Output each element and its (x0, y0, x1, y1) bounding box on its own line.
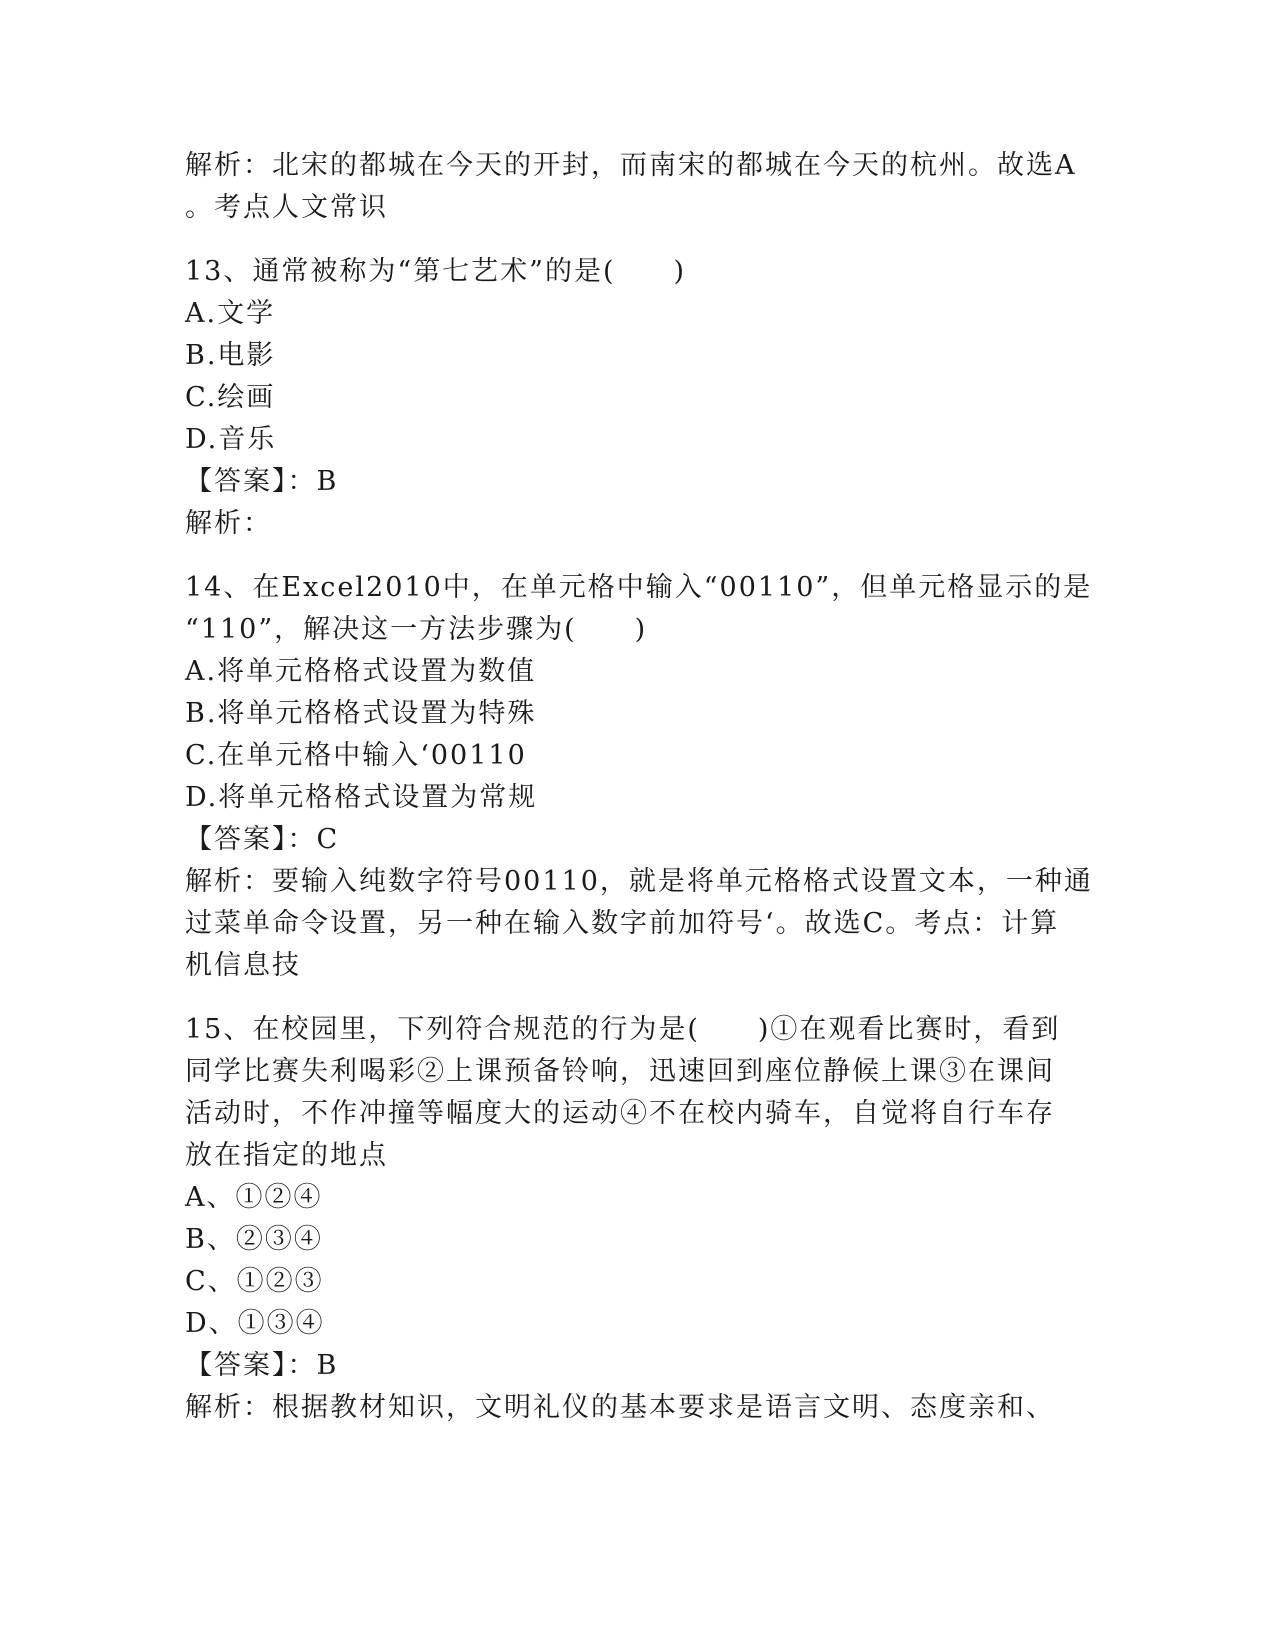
option-d: D、①③④ (185, 1308, 325, 1339)
answer-line: 【答案】：B (185, 466, 339, 497)
question-stem: 放在指定的地点 (185, 1140, 388, 1171)
question-stem: 同学比赛失利喝彩②上课预备铃响，迅速回到座位静候上课③在课间 (185, 1056, 1055, 1087)
answer-line: 【答案】：B (185, 1350, 339, 1381)
option-c: C.在单元格中输入‘00110 (185, 740, 527, 771)
analysis-block-12 (185, 145, 1085, 229)
analysis-line: 解析：根据教材知识，文明礼仪的基本要求是语言文明、态度亲和、 (185, 1392, 1055, 1423)
option-a: A.文学 (185, 298, 276, 329)
option-b: B、②③④ (185, 1224, 323, 1255)
option-b: B.将单元格格式设置为特殊 (185, 698, 537, 729)
option-b: B.电影 (185, 340, 276, 371)
option-c: C.绘画 (185, 382, 276, 413)
answer-line: 【答案】：C (185, 824, 340, 855)
analysis-line: 解析： (185, 508, 272, 539)
question-stem: 15、在校园里，下列符合规范的行为是( )①在观看比赛时，看到 (185, 1014, 1061, 1045)
question-stem: 13、通常被称为“第七艺术”的是( ) (185, 256, 687, 287)
question-stem: 活动时，不作冲撞等幅度大的运动④不在校内骑车，自觉将自行车存 (185, 1098, 1055, 1129)
question-14 (185, 567, 1093, 987)
analysis-line: 过菜单命令设置，另一种在输入数字前加符号‘。故选C。考点：计算 (185, 908, 1060, 939)
option-a: A、①②④ (185, 1182, 323, 1213)
document-page (185, 145, 1093, 1429)
analysis-line: 机信息技 (185, 950, 301, 981)
question-13 (185, 251, 1085, 545)
question-15 (185, 1009, 1085, 1429)
option-c: C、①②③ (185, 1266, 324, 1297)
analysis-line: 解析：北宋的都城在今天的开封，而南宋的都城在今天的杭州。故选A (185, 150, 1077, 181)
analysis-line: 。考点人文常识 (185, 192, 388, 223)
analysis-line: 解析：要输入纯数字符号00110，就是将单元格格式设置文本，一种通 (185, 866, 1093, 897)
option-a: A.将单元格格式设置为数值 (185, 656, 537, 687)
question-stem: 14、在Excel2010中，在单元格中输入“00110”，但单元格显示的是 (185, 572, 1093, 603)
option-d: D.音乐 (185, 424, 277, 455)
option-d: D.将单元格格式设置为常规 (185, 782, 538, 813)
question-stem: “110”，解决这一方法步骤为( ) (185, 614, 648, 645)
